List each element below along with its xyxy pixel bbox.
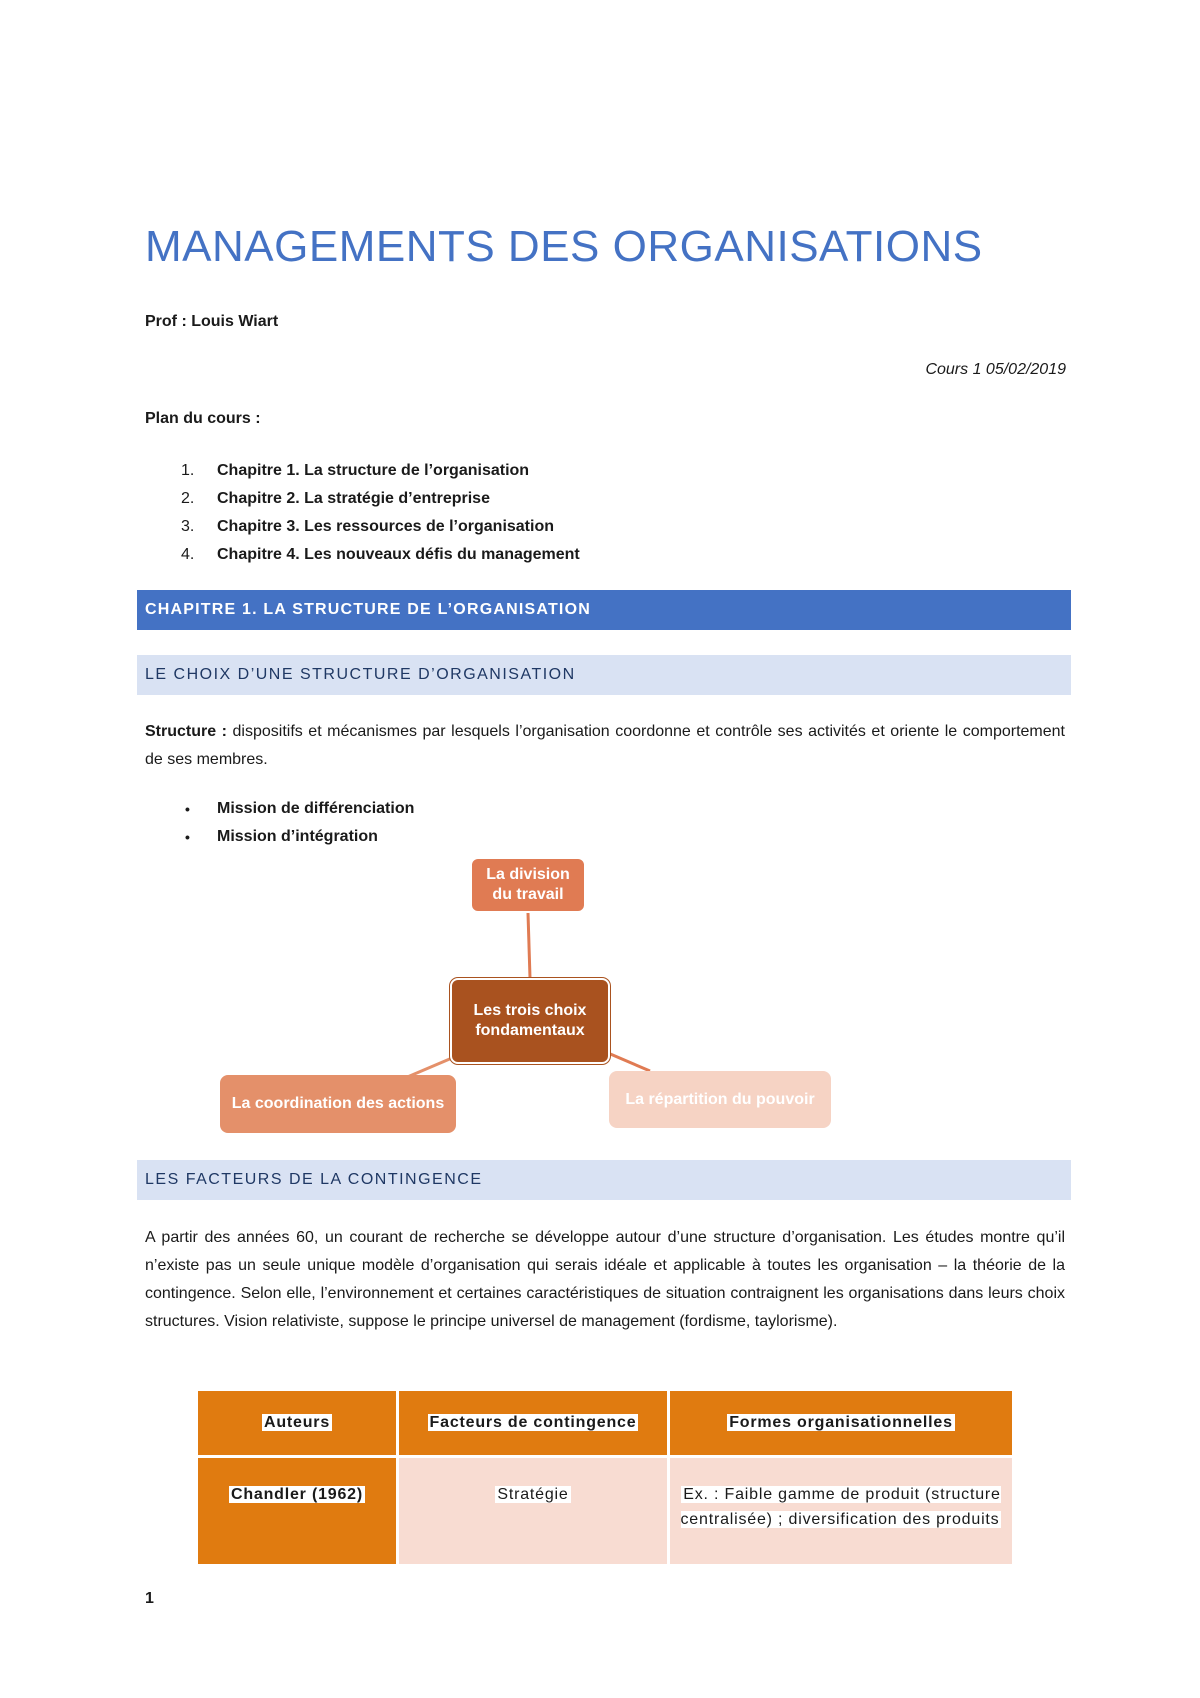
column-header: Formes organisationnelles	[670, 1391, 1012, 1455]
list-item: • Mission d’intégration	[145, 823, 414, 851]
bullet-icon: •	[185, 829, 190, 845]
plan-item: 3. Chapitre 3. Les ressources de l’organisation	[181, 518, 554, 535]
contingence-table	[195, 1388, 1015, 1567]
chapter-1-heading: CHAPITRE 1. LA STRUCTURE DE L’ORGANISATION	[137, 590, 1071, 630]
document-title: MANAGEMENTS DES ORGANISATIONS	[145, 222, 983, 271]
table-cell-auteur: Chandler (1962)	[198, 1458, 396, 1564]
table-cell-facteur: Stratégie	[399, 1458, 667, 1564]
structure-definition: Structure : dispositifs et mécanismes par lesquels l’organisation coordonne et contrôle ses activités et oriente le comportement de ses membres.	[145, 723, 1065, 768]
connector-top	[528, 913, 530, 978]
course-date: Cours 1 05/02/2019	[925, 361, 1066, 378]
connector-right	[608, 1053, 650, 1071]
plan-label: Plan du cours :	[145, 410, 261, 427]
list-item: • Mission de différenciation	[145, 795, 414, 823]
column-header: Facteurs de contingence	[399, 1391, 667, 1455]
section-heading-structure-choice: LE CHOIX D’UNE STRUCTURE D’ORGANISATION	[137, 655, 1071, 695]
section-heading-contingence: LES FACTEURS DE LA CONTINGENCE	[137, 1160, 1071, 1200]
column-header: Auteurs	[198, 1391, 396, 1455]
table-row	[198, 1458, 1012, 1564]
diagram-node-power: La répartition du pouvoir	[609, 1071, 831, 1128]
plan-list	[145, 457, 580, 569]
mission-bullets	[145, 795, 414, 851]
bullet-icon: •	[185, 801, 190, 817]
plan-item: 4. Chapitre 4. Les nouveaux défis du management	[181, 546, 580, 563]
professor-line: Prof : Louis Wiart	[145, 313, 279, 330]
plan-item: 2. Chapitre 2. La stratégie d’entreprise	[181, 490, 490, 507]
table-cell-forme: Ex. : Faible gamme de produit (structure centralisée) ; diversification des produits	[670, 1458, 1012, 1564]
table-header-row	[198, 1391, 1012, 1455]
contingence-paragraph: A partir des années 60, un courant de recherche se développe autour d’une structure d’organisation. Les études montre qu’il n’existe pas un seule unique modèle d’organisation qui serais idéale et applicable à toutes les organisation – la théorie de la contingence. Selon elle, l’environnement et certaines caractéristiques de situation contraignent les organisations dans leurs choix structures. Vision relativiste, suppose le principe universel de management (fordisme, taylorisme).	[145, 1229, 1065, 1330]
page-number: 1	[145, 1590, 154, 1607]
diagram-node-division: La division du travail	[470, 857, 586, 913]
plan-item: 1. Chapitre 1. La structure de l’organisation	[181, 462, 530, 479]
diagram-node-center: Les trois choix fondamentaux	[450, 978, 610, 1064]
diagram-node-coordination: La coordination des actions	[220, 1075, 456, 1133]
